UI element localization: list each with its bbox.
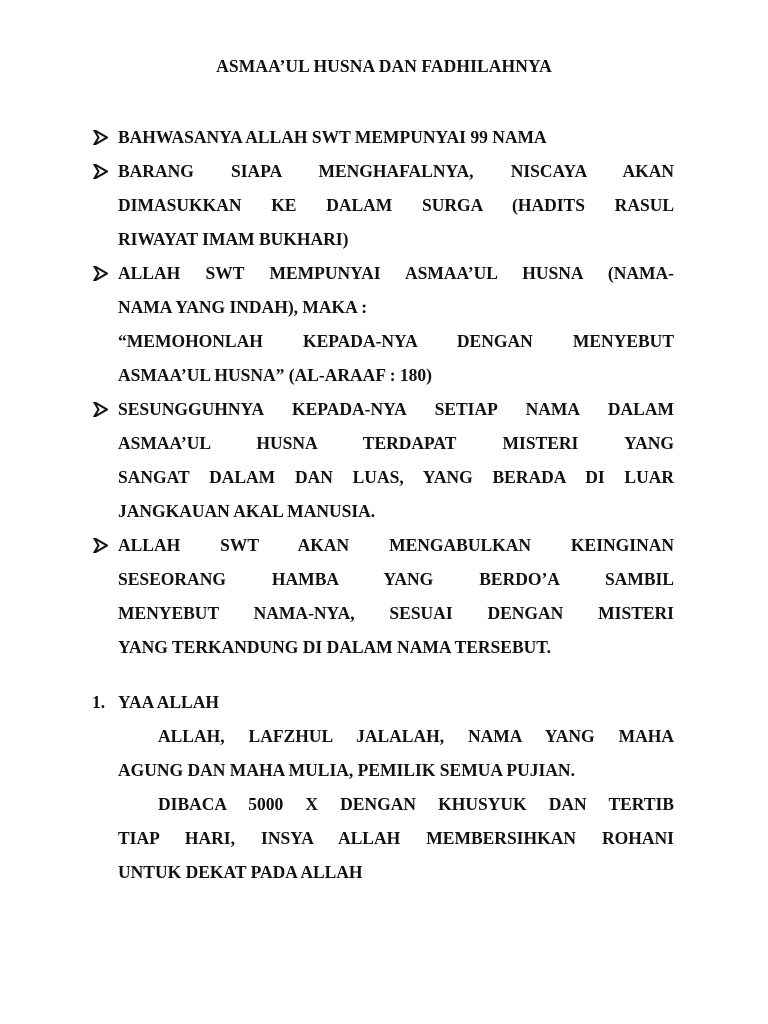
- bullet-text-line: JANGKAUAN AKAL MANUSIA.: [118, 501, 376, 521]
- arrowhead-bullet-icon: [93, 120, 111, 154]
- bullet-text-line: NAMA YANG INDAH), MAKA :: [118, 297, 368, 317]
- paragraph-line: ALLAH, LAFZHUL JALALAH, NAMA YANG MAHA: [158, 726, 674, 746]
- section-paragraph: [92, 787, 674, 889]
- bullet-text-line: ALLAH SWT AKAN MENGABULKAN KEINGINAN: [118, 535, 674, 555]
- bullet-text-line: DIMASUKKAN KE DALAM SURGA (HADITS RASUL: [118, 195, 674, 215]
- bullet-text-line: BARANG SIAPA MENGHAFALNYA, NISCAYA AKAN: [118, 161, 674, 181]
- paragraph-line: DIBACA 5000 X DENGAN KHUSYUK DAN TERTIB: [158, 794, 674, 814]
- paragraph-line: UNTUK DEKAT PADA ALLAH: [118, 862, 363, 882]
- quote-text-line: “MEMOHONLAH KEPADA-NYA DENGAN MENYEBUT: [118, 331, 674, 351]
- bullet-text-line: ALLAH SWT MEMPUNYAI ASMAA’UL HUSNA (NAMA-: [118, 263, 674, 283]
- bullet-text-line: SESEORANG HAMBA YANG BERDO’A SAMBIL: [118, 569, 674, 589]
- page-title: ASMAA’UL HUSNA DAN FADHILAHNYA: [216, 56, 552, 76]
- section-number: 1.: [92, 692, 106, 712]
- bullet-item: [92, 528, 674, 664]
- bullet-text-line: YANG TERKANDUNG DI DALAM NAMA TERSEBUT.: [118, 637, 552, 657]
- arrowhead-bullet-icon: [93, 256, 111, 290]
- section-heading-text: YAA ALLAH: [118, 692, 219, 712]
- bullet-text-line: SESUNGGUHNYA KEPADA-NYA SETIAP NAMA DALAM: [118, 399, 674, 419]
- bullet-text-line: SANGAT DALAM DAN LUAS, YANG BERADA DI LUAR: [118, 467, 674, 487]
- bullet-text-line: MENYEBUT NAMA-NYA, SESUAI DENGAN MISTERI: [118, 603, 674, 623]
- bullet-text-line: BAHWASANYA ALLAH SWT MEMPUNYAI 99 NAMA: [118, 127, 547, 147]
- arrowhead-bullet-icon: [93, 392, 111, 426]
- bullet-list: [92, 120, 674, 664]
- bullet-text-line: ASMAA’UL HUSNA TERDAPAT MISTERI YANG: [118, 433, 674, 453]
- arrowhead-bullet-icon: [93, 528, 111, 562]
- bullet-item: [92, 120, 674, 154]
- arrowhead-bullet-icon: [93, 154, 111, 188]
- numbered-section: [92, 685, 674, 889]
- paragraph-line: TIAP HARI, INSYA ALLAH MEMBERSIHKAN ROHANI: [118, 828, 674, 848]
- bullet-item: [92, 256, 674, 392]
- quote-text-line: ASMAA’UL HUSNA” (AL-ARAAF : 180): [118, 365, 433, 385]
- section-heading: [92, 685, 674, 719]
- bullet-item: [92, 154, 674, 256]
- bullet-text-line: RIWAYAT IMAM BUKHARI): [118, 229, 349, 249]
- paragraph-line: AGUNG DAN MAHA MULIA, PEMILIK SEMUA PUJIAN.: [118, 760, 575, 780]
- section-paragraph: [92, 719, 674, 787]
- bullet-item: [92, 392, 674, 528]
